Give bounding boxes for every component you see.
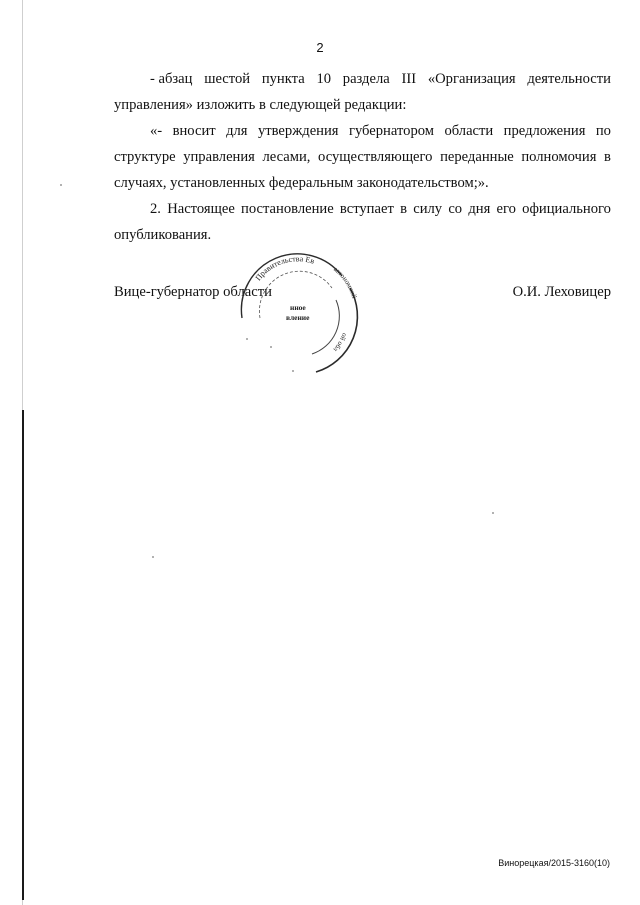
scan-speck: [492, 512, 494, 514]
word: области: [444, 123, 494, 139]
word: деятельности: [527, 71, 611, 87]
word: в: [400, 201, 407, 217]
page-number: 2: [316, 40, 324, 55]
paragraph-line: [114, 196, 611, 222]
seal-lower-text: ой обл: [331, 331, 349, 354]
scan-speck: [270, 346, 272, 348]
seal-outer-text: Правительства Ев: [253, 254, 316, 283]
word: управления: [183, 149, 255, 165]
signatory-title: Вице-губернатор области: [114, 284, 272, 300]
paragraph-line: опубликования.: [114, 227, 212, 243]
word: «-: [150, 123, 163, 139]
word: по: [595, 123, 611, 139]
paragraph-line: случаях, установленных федеральным законодательством;».: [114, 175, 489, 191]
word: в: [604, 149, 611, 165]
document-registration-code: Винорецкая/2015-3160(10): [498, 858, 610, 868]
official-seal-stamp: [232, 248, 362, 378]
paragraph-line: [114, 118, 611, 144]
word: официального: [522, 201, 611, 217]
word: шестой: [204, 71, 251, 87]
word: постановление: [241, 201, 334, 217]
word: силу: [413, 201, 443, 217]
word: 2.: [150, 201, 161, 217]
word: утверждения: [257, 123, 339, 139]
scan-speck: [152, 556, 154, 558]
paragraph-line: [114, 144, 611, 170]
word: Настоящее: [167, 201, 235, 217]
word: его: [496, 201, 516, 217]
scan-edge-shadow: [22, 410, 24, 900]
word: пункта: [261, 71, 305, 87]
seal-right-text: автономной: [332, 265, 359, 300]
paragraph-line: [114, 66, 611, 92]
word: раздела: [342, 71, 390, 87]
seal-inner-line-2: вление: [286, 313, 310, 322]
word: полномочия: [521, 149, 597, 165]
word: дня: [468, 201, 491, 217]
scan-speck: [246, 338, 248, 340]
word: - абзац: [150, 71, 193, 87]
word: структуре: [114, 149, 176, 165]
word: осуществляющего: [318, 149, 433, 165]
word: III: [401, 71, 417, 87]
word: вступает: [339, 201, 394, 217]
scan-speck: [292, 370, 294, 372]
scan-speck: [60, 184, 62, 186]
word: со: [448, 201, 463, 217]
word: предложения: [503, 123, 586, 139]
signatory-name: О.И. Леховицер: [512, 284, 611, 300]
paragraph-new-wording: [114, 118, 611, 196]
word: «Организация: [427, 71, 516, 87]
word: губернатором: [348, 123, 434, 139]
word: вносит: [172, 123, 216, 139]
word: 10: [316, 71, 332, 87]
word: для: [226, 123, 248, 139]
paragraph-amendment-intro: [114, 66, 611, 118]
word: лесами,: [262, 149, 311, 165]
word: переданные: [440, 149, 514, 165]
seal-inner-line-1: нное: [290, 303, 306, 312]
paragraph-effective-date: [114, 196, 611, 248]
paragraph-line: управления» изложить в следующей редакции:: [114, 97, 407, 113]
